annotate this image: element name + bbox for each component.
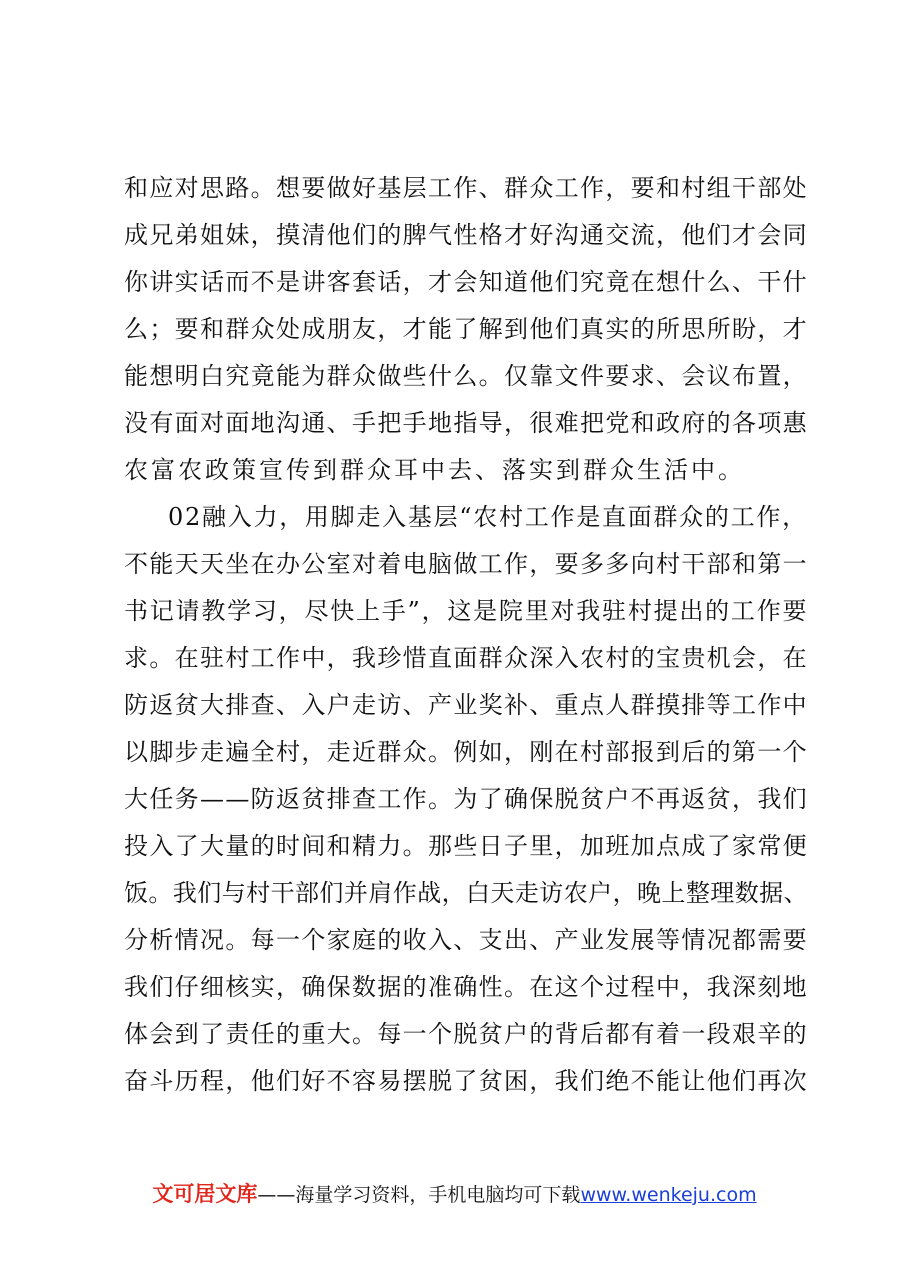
text-line: 成兄弟姐妹，摸清他们的脾气性格才好沟通交流，他们才会同 bbox=[124, 221, 808, 249]
text-line: 以脚步走遍全村，走近群众。例如，刚在村部报到后的第一个 bbox=[124, 738, 808, 766]
text-line: 农富农政策宣传到群众耳中去、落实到群众生活中。 bbox=[124, 456, 745, 484]
text-line: 大任务——防返贫排查工作。为了确保脱贫户不再返贫，我们 bbox=[124, 785, 808, 813]
text-line: 饭。我们与村干部们并肩作战，白天走访农户，晚上整理数据、 bbox=[124, 879, 808, 907]
text-line: 和应对思路。想要做好基层工作、群众工作，要和村组干部处 bbox=[124, 174, 808, 202]
text-line: 没有面对面地沟通、手把手地指导，很难把党和政府的各项惠 bbox=[124, 409, 808, 437]
text-line: 投入了大量的时间和精力。那些日子里，加班加点成了家常便 bbox=[124, 832, 808, 860]
text-line: 求。在驻村工作中，我珍惜直面群众深入农村的宝贵机会，在 bbox=[124, 644, 808, 672]
text-line: 能想明白究竟能为群众做些什么。仅靠文件要求、会议布置， bbox=[124, 362, 808, 390]
text-line: 防返贫大排查、入户走访、产业奖补、重点人群摸排等工作中 bbox=[124, 691, 808, 719]
footer-brand: 文可居文库 bbox=[152, 1182, 258, 1206]
text-line: 你讲实话而不是讲客套话，才会知道他们究竟在想什么、干什 bbox=[124, 268, 808, 296]
paragraph-start-line: 02融入力，用脚走入基层“农村工作是直面群众的工作， bbox=[168, 503, 808, 531]
text-line: 奋斗历程，他们好不容易摆脱了贫困，我们绝不能让他们再次 bbox=[124, 1067, 808, 1095]
text-line: 我们仔细核实，确保数据的准确性。在这个过程中，我深刻地 bbox=[124, 973, 808, 1001]
text-line: 分析情况。每一个家庭的收入、支出、产业发展等情况都需要 bbox=[124, 926, 808, 954]
text-line: 不能天天坐在办公室对着电脑做工作，要多多向村干部和第一 bbox=[124, 550, 808, 578]
footer-slogan: ——海量学习资料，手机电脑均可下载 bbox=[257, 1184, 581, 1206]
text-line: 么；要和群众处成朋友，才能了解到他们真实的所思所盼，才 bbox=[124, 315, 808, 343]
footer-url-link[interactable]: www.wenkeju.com bbox=[580, 1184, 757, 1206]
text-line: 书记请教学习，尽快上手”，这是院里对我驻村提出的工作要 bbox=[124, 597, 809, 625]
text-line: 体会到了责任的重大。每一个脱贫户的背后都有着一段艰辛的 bbox=[124, 1020, 808, 1048]
page-footer bbox=[0, 1180, 909, 1209]
